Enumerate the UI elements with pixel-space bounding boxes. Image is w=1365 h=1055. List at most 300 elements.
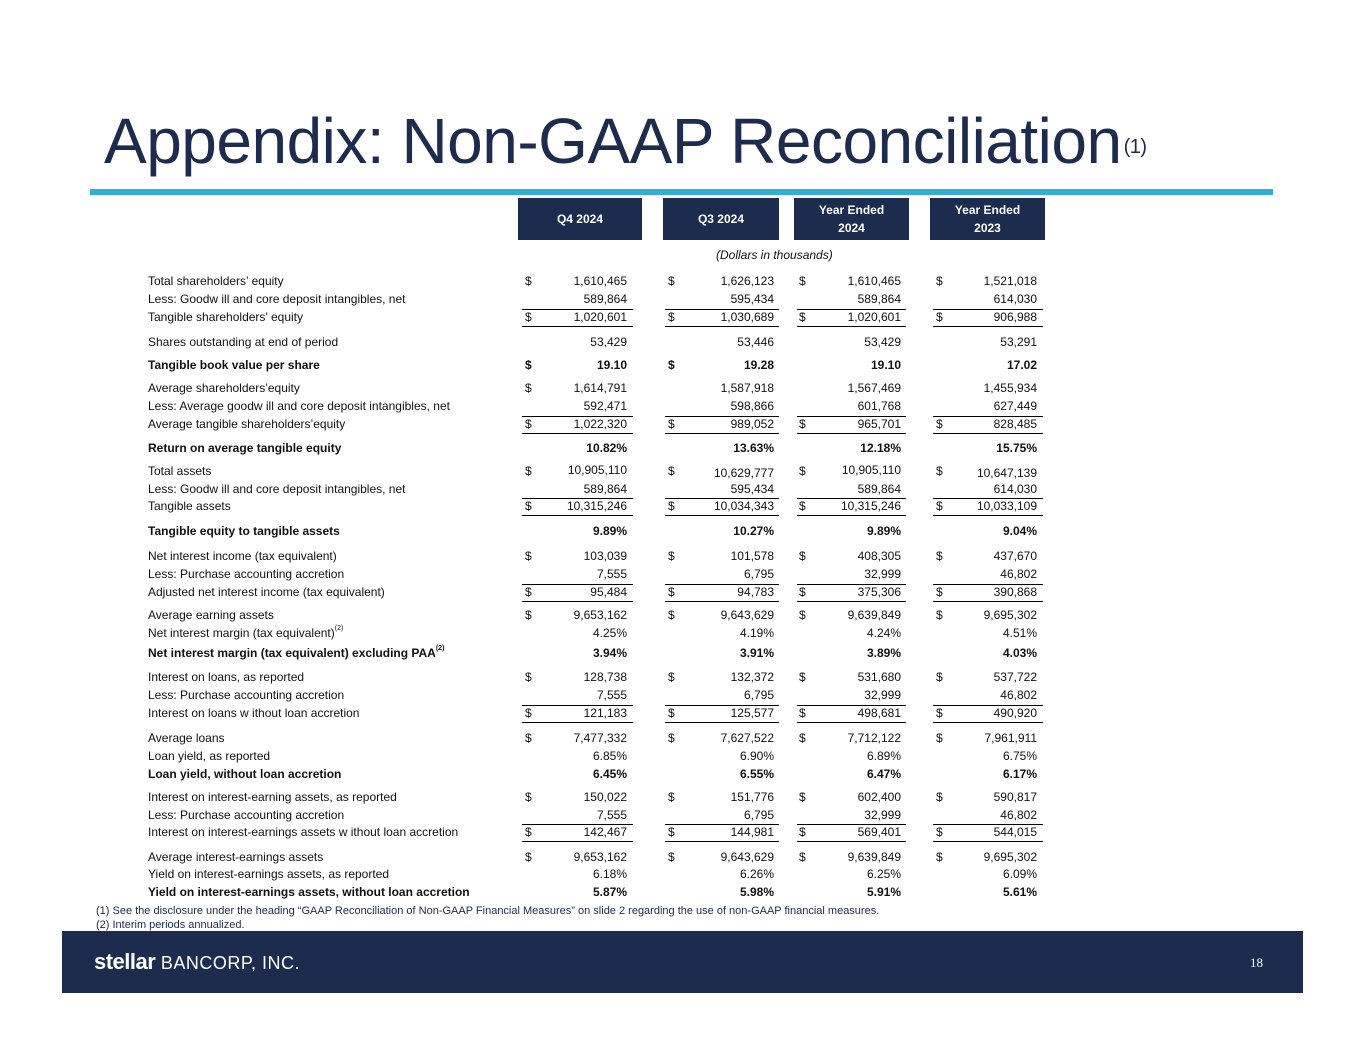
row-label: Less: Average goodw ill and core deposit intangibles, net <box>148 399 450 413</box>
cell-value: 6,795 <box>743 688 774 702</box>
row-label: Interest on loans, as reported <box>148 670 305 684</box>
total-rule <box>522 326 633 327</box>
column-header-year-2024: Year Ended 2024 <box>794 198 909 240</box>
total-rule <box>797 433 906 434</box>
dollar-sign: $ <box>799 608 806 622</box>
subtotal-rule <box>933 824 1043 825</box>
cell-value: 6.25% <box>866 867 901 881</box>
row-label: Loan yield, without loan accretion <box>148 767 342 781</box>
dollar-sign: $ <box>668 731 675 745</box>
subtotal-rule <box>797 584 906 585</box>
row-label: Adjusted net interest income (tax equivalent) <box>148 585 385 599</box>
cell-value: 132,372 <box>730 670 774 684</box>
footnote-2: (2) Interim periods annualized. <box>96 919 245 931</box>
cell-value: 602,400 <box>857 790 901 804</box>
dollar-sign: $ <box>936 706 943 720</box>
cell-value: 614,030 <box>993 292 1037 306</box>
total-rule <box>797 326 906 327</box>
cell-value: 4.19% <box>739 626 774 640</box>
cell-value: 10,905,110 <box>841 463 901 477</box>
cell-value: 3.94% <box>592 646 627 660</box>
dollar-sign: $ <box>936 850 943 864</box>
cell-value: 10,905,110 <box>567 463 627 477</box>
dollar-sign: $ <box>525 274 532 288</box>
cell-value: 6.09% <box>1002 867 1037 881</box>
cell-value: 9.89% <box>866 524 901 538</box>
cell-value: 19.10 <box>596 358 627 372</box>
dollar-sign: $ <box>525 706 532 720</box>
cell-value: 4.25% <box>592 626 627 640</box>
cell-value: 32,999 <box>864 688 901 702</box>
subtotal-rule <box>522 498 633 499</box>
cell-value: 10,647,139 <box>976 466 1037 480</box>
dollar-sign: $ <box>668 825 675 839</box>
dollar-sign: $ <box>525 731 532 745</box>
cell-value: 828,485 <box>993 417 1037 431</box>
dollar-sign: $ <box>799 464 806 478</box>
row-label: Average interest-earnings assets <box>148 850 324 864</box>
cell-value: 498,681 <box>857 706 901 720</box>
row-label: Average tangible shareholders’equity <box>148 417 346 431</box>
cell-value: 6.55% <box>739 767 774 781</box>
subtotal-rule <box>665 498 779 499</box>
cell-value: 598,866 <box>730 399 774 413</box>
table-row <box>0 381 1365 399</box>
cell-value: 9.89% <box>592 524 627 538</box>
subtotal-rule <box>665 824 779 825</box>
total-rule <box>665 515 779 516</box>
dollar-sign: $ <box>936 464 943 478</box>
cell-value: 5.61% <box>1002 885 1037 899</box>
footnotes <box>96 904 879 932</box>
column-header-q4-2024: Q4 2024 <box>518 198 642 240</box>
dollar-sign: $ <box>525 825 532 839</box>
cell-value: 17.02 <box>1006 358 1037 372</box>
subtotal-rule <box>933 309 1043 310</box>
subtotal-rule <box>933 416 1043 417</box>
cell-value: 1,020,601 <box>573 310 627 324</box>
dollar-sign: $ <box>525 585 532 599</box>
total-rule <box>933 515 1043 516</box>
dollar-sign: $ <box>799 731 806 745</box>
cell-value: 12.18% <box>860 441 901 455</box>
cell-value: 6.17% <box>1002 767 1037 781</box>
row-label: Average shareholders’equity <box>148 381 300 395</box>
cell-value: 7,555 <box>596 808 627 822</box>
cell-value: 144,981 <box>730 825 774 839</box>
cell-value: 590,817 <box>993 790 1037 804</box>
cell-value: 19.28 <box>743 358 774 372</box>
cell-value: 10,315,246 <box>566 499 627 513</box>
cell-value: 6,795 <box>743 567 774 581</box>
subtotal-rule <box>665 309 779 310</box>
row-label: Average loans <box>148 731 225 745</box>
cell-value: 375,306 <box>857 585 901 599</box>
cell-value: 965,701 <box>857 417 901 431</box>
table-row <box>0 790 1365 808</box>
dollar-sign: $ <box>799 499 806 513</box>
dollar-sign: $ <box>668 790 675 804</box>
row-label: Yield on interest-earnings assets, as reported <box>148 867 390 881</box>
total-rule <box>522 601 633 602</box>
cell-value: 4.03% <box>1002 646 1037 660</box>
table-row <box>0 646 1365 664</box>
table-row <box>0 335 1365 353</box>
row-label: Interest on interest-earning assets, as reported <box>148 790 397 804</box>
dollar-sign: $ <box>799 825 806 839</box>
table-row <box>0 626 1365 644</box>
total-rule <box>797 722 906 723</box>
cell-value: 10,034,343 <box>713 499 774 513</box>
cell-value: 601,768 <box>857 399 901 413</box>
row-label: Less: Purchase accounting accretion <box>148 688 345 702</box>
row-label: Less: Purchase accounting accretion <box>148 808 345 822</box>
total-rule <box>522 515 633 516</box>
cell-value: 437,670 <box>993 549 1037 563</box>
cell-value: 544,015 <box>993 825 1037 839</box>
table-row <box>0 670 1365 688</box>
cell-value: 46,802 <box>1000 567 1037 581</box>
cell-value: 1,626,123 <box>720 274 774 288</box>
cell-value: 9,653,162 <box>573 608 627 622</box>
cell-value: 1,610,465 <box>573 274 627 288</box>
table-row <box>0 608 1365 626</box>
row-footnote-marker: (2) <box>334 625 344 632</box>
dollar-sign: $ <box>525 499 532 513</box>
total-rule <box>665 601 779 602</box>
subtotal-rule <box>665 705 779 706</box>
cell-value: 101,578 <box>730 549 774 563</box>
dollar-sign: $ <box>799 274 806 288</box>
title-accent-rule <box>90 189 1273 195</box>
cell-value: 5.98% <box>739 885 774 899</box>
total-rule <box>933 433 1043 434</box>
cell-value: 32,999 <box>864 567 901 581</box>
dollar-sign: $ <box>525 670 532 684</box>
dollar-sign: $ <box>799 706 806 720</box>
subtotal-rule <box>522 416 633 417</box>
row-label: Yield on interest-earnings assets, without loan accretion <box>148 885 470 899</box>
dollar-sign: $ <box>799 585 806 599</box>
cell-value: 46,802 <box>1000 808 1037 822</box>
company-logo: stellar BANCORP, INC. <box>94 949 301 974</box>
table-row <box>0 688 1365 706</box>
table-row <box>0 885 1365 903</box>
dollar-sign: $ <box>936 549 943 563</box>
cell-value: 1,610,465 <box>847 274 901 288</box>
dollar-sign: $ <box>668 274 675 288</box>
dollar-sign: $ <box>936 790 943 804</box>
row-label: Tangible book value per share <box>148 358 320 372</box>
row-label: Return on average tangible equity <box>148 441 342 455</box>
cell-value: 595,434 <box>730 292 774 306</box>
cell-value: 989,052 <box>730 417 774 431</box>
cell-value: 6.26% <box>739 867 774 881</box>
total-rule <box>933 601 1043 602</box>
subtotal-rule <box>665 416 779 417</box>
cell-value: 1,567,469 <box>847 381 901 395</box>
cell-value: 7,961,911 <box>984 731 1037 745</box>
cell-value: 3.89% <box>866 646 901 660</box>
row-label: Tangible assets <box>148 499 231 513</box>
dollar-sign: $ <box>936 417 943 431</box>
total-rule <box>797 841 906 842</box>
table-row <box>0 292 1365 310</box>
cell-value: 9,643,629 <box>720 850 774 864</box>
cell-value: 589,864 <box>583 482 627 496</box>
cell-value: 6.18% <box>592 867 627 881</box>
dollar-sign: $ <box>936 608 943 622</box>
dollar-sign: $ <box>668 358 675 372</box>
total-rule <box>933 326 1043 327</box>
cell-value: 9,639,849 <box>847 850 901 864</box>
total-rule <box>797 515 906 516</box>
cell-value: 1,455,934 <box>983 381 1037 395</box>
table-row <box>0 274 1365 292</box>
total-rule <box>665 841 779 842</box>
subtotal-rule <box>797 705 906 706</box>
cell-value: 589,864 <box>857 292 901 306</box>
total-rule <box>522 841 633 842</box>
cell-value: 1,587,918 <box>720 381 774 395</box>
cell-value: 150,022 <box>583 790 627 804</box>
cell-value: 6,795 <box>743 808 774 822</box>
table-row <box>0 464 1365 482</box>
cell-value: 151,776 <box>730 790 774 804</box>
cell-value: 6.75% <box>1002 749 1037 763</box>
total-rule <box>665 326 779 327</box>
dollar-sign: $ <box>799 310 806 324</box>
table-row <box>0 850 1365 868</box>
cell-value: 7,477,332 <box>573 731 627 745</box>
row-label: Interest on loans w ithout loan accretion <box>148 706 360 720</box>
dollar-sign: $ <box>936 274 943 288</box>
row-label: Interest on interest-earnings assets w ithout loan accretion <box>148 825 459 839</box>
dollar-sign: $ <box>936 585 943 599</box>
row-label: Net interest income (tax equivalent) <box>148 549 337 563</box>
table-row <box>0 867 1365 885</box>
cell-value: 1,030,689 <box>720 310 774 324</box>
dollar-sign: $ <box>799 670 806 684</box>
row-footnote-marker: (2) <box>435 645 445 652</box>
total-rule <box>665 433 779 434</box>
units-note: (Dollars in thousands) <box>716 248 833 262</box>
dollar-sign: $ <box>525 549 532 563</box>
row-label: Tangible shareholders’ equity <box>148 310 303 324</box>
subtotal-rule <box>933 584 1043 585</box>
dollar-sign: $ <box>668 608 675 622</box>
dollar-sign: $ <box>799 790 806 804</box>
cell-value: 95,484 <box>590 585 627 599</box>
cell-value: 53,429 <box>864 335 901 349</box>
dollar-sign: $ <box>525 608 532 622</box>
dollar-sign: $ <box>799 417 806 431</box>
row-label: Average earning assets <box>148 608 274 622</box>
cell-value: 53,429 <box>590 335 627 349</box>
cell-value: 6.47% <box>866 767 901 781</box>
table-row <box>0 441 1365 459</box>
dollar-sign: $ <box>525 464 532 478</box>
cell-value: 1,521,018 <box>983 274 1037 288</box>
cell-value: 537,722 <box>993 670 1037 684</box>
cell-value: 408,305 <box>857 549 901 563</box>
table-row <box>0 749 1365 767</box>
row-label: Loan yield, as reported <box>148 749 271 763</box>
cell-value: 9,695,302 <box>983 850 1037 864</box>
row-label: Net interest margin (tax equivalent)$^{(2)}$ <box>148 625 344 640</box>
total-rule <box>522 433 633 434</box>
cell-value: 10,315,246 <box>840 499 901 513</box>
dollar-sign: $ <box>799 549 806 563</box>
table-row <box>0 567 1365 585</box>
cell-value: 569,401 <box>857 825 901 839</box>
column-header-year-2023: Year Ended 2023 <box>930 198 1045 240</box>
cell-value: 490,920 <box>993 706 1037 720</box>
cell-value: 6.89% <box>866 749 901 763</box>
row-label: Less: Purchase accounting accretion <box>148 567 345 581</box>
cell-value: 592,471 <box>583 399 627 413</box>
dollar-sign: $ <box>799 850 806 864</box>
row-label: Tangible equity to tangible assets <box>148 524 340 538</box>
cell-value: 5.91% <box>866 885 901 899</box>
cell-value: 7,712,122 <box>847 731 901 745</box>
subtotal-rule <box>797 309 906 310</box>
dollar-sign: $ <box>668 670 675 684</box>
dollar-sign: $ <box>668 850 675 864</box>
dollar-sign: $ <box>525 850 532 864</box>
cell-value: 3.91% <box>739 646 774 660</box>
cell-value: 6.90% <box>739 749 774 763</box>
dollar-sign: $ <box>668 585 675 599</box>
dollar-sign: $ <box>668 549 675 563</box>
row-label: Total assets <box>148 464 212 478</box>
row-label: Less: Goodw ill and core deposit intangibles, net <box>148 482 406 496</box>
dollar-sign: $ <box>525 358 532 372</box>
cell-value: 1,614,791 <box>573 381 627 395</box>
cell-value: 13.63% <box>733 441 774 455</box>
cell-value: 9.04% <box>1002 524 1037 538</box>
cell-value: 6.45% <box>592 767 627 781</box>
subtotal-rule <box>665 584 779 585</box>
cell-value: 15.75% <box>996 441 1037 455</box>
total-rule <box>665 722 779 723</box>
dollar-sign: $ <box>525 790 532 804</box>
cell-value: 4.24% <box>866 626 901 640</box>
dollar-sign: $ <box>668 417 675 431</box>
total-rule <box>933 841 1043 842</box>
row-label: Less: Goodw ill and core deposit intangibles, net <box>148 292 406 306</box>
cell-value: 589,864 <box>857 482 901 496</box>
dollar-sign: $ <box>936 731 943 745</box>
subtotal-rule <box>933 498 1043 499</box>
subtotal-rule <box>522 309 633 310</box>
footnote-1: (1) See the disclosure under the heading “GAAP Reconciliation of Non-GAAP Financial Measures” on slide 2 regarding the use of non-GAAP financial measures. <box>96 905 880 917</box>
cell-value: 103,039 <box>583 549 627 563</box>
row-label: Net interest margin (tax equivalent) excluding PAA$^{(2)}$ <box>148 645 445 660</box>
total-rule <box>797 601 906 602</box>
subtotal-rule <box>797 416 906 417</box>
cell-value: 906,988 <box>993 310 1037 324</box>
cell-value: 7,555 <box>596 567 627 581</box>
cell-value: 9,643,629 <box>720 608 774 622</box>
cell-value: 5.87% <box>592 885 627 899</box>
cell-value: 9,639,849 <box>847 608 901 622</box>
page-title: Appendix: Non-GAAP Reconciliation $^{(1)}$ <box>104 105 1147 177</box>
cell-value: 10,033,109 <box>976 499 1037 513</box>
cell-value: 128,738 <box>583 670 627 684</box>
subtotal-rule <box>522 584 633 585</box>
dollar-sign: $ <box>668 499 675 513</box>
total-rule <box>933 722 1043 723</box>
cell-value: 1,022,320 <box>573 417 627 431</box>
cell-value: 125,577 <box>730 706 774 720</box>
cell-value: 19.10 <box>870 358 901 372</box>
table-row <box>0 358 1365 376</box>
footer-bar <box>62 931 1303 993</box>
dollar-sign: $ <box>668 706 675 720</box>
cell-value: 121,183 <box>583 706 627 720</box>
cell-value: 46,802 <box>1000 688 1037 702</box>
cell-value: 1,020,601 <box>847 310 901 324</box>
row-label: Shares outstanding at end of period <box>148 335 339 349</box>
cell-value: 53,291 <box>1000 335 1037 349</box>
title-footnote-marker: (1) <box>1123 136 1147 158</box>
cell-value: 7,555 <box>596 688 627 702</box>
cell-value: 390,868 <box>993 585 1037 599</box>
cell-value: 627,449 <box>993 399 1037 413</box>
subtotal-rule <box>797 824 906 825</box>
dollar-sign: $ <box>525 310 532 324</box>
table-row <box>0 549 1365 567</box>
cell-value: 10,629,777 <box>713 466 774 480</box>
dollar-sign: $ <box>936 825 943 839</box>
total-rule <box>522 722 633 723</box>
dollar-sign: $ <box>936 499 943 513</box>
dollar-sign: $ <box>936 670 943 684</box>
subtotal-rule <box>797 498 906 499</box>
subtotal-rule <box>933 705 1043 706</box>
cell-value: 10.82% <box>586 441 627 455</box>
cell-value: 94,783 <box>737 585 774 599</box>
cell-value: 142,467 <box>583 825 627 839</box>
cell-value: 595,434 <box>730 482 774 496</box>
dollar-sign: $ <box>525 417 532 431</box>
cell-value: 9,695,302 <box>983 608 1037 622</box>
subtotal-rule <box>522 824 633 825</box>
subtotal-rule <box>522 705 633 706</box>
row-label: Total shareholders’ equity <box>148 274 284 288</box>
dollar-sign: $ <box>668 464 675 478</box>
dollar-sign: $ <box>668 310 675 324</box>
cell-value: 7,627,522 <box>720 731 774 745</box>
dollar-sign: $ <box>525 381 532 395</box>
cell-value: 9,653,162 <box>573 850 627 864</box>
table-row <box>0 767 1365 785</box>
dollar-sign: $ <box>936 310 943 324</box>
cell-value: 4.51% <box>1002 626 1037 640</box>
cell-value: 589,864 <box>583 292 627 306</box>
cell-value: 6.85% <box>592 749 627 763</box>
table-row <box>0 399 1365 417</box>
table-row <box>0 731 1365 749</box>
cell-value: 614,030 <box>993 482 1037 496</box>
cell-value: 531,680 <box>857 670 901 684</box>
cell-value: 32,999 <box>864 808 901 822</box>
table-row <box>0 524 1365 542</box>
page-number: 18 <box>1250 955 1263 970</box>
cell-value: 53,446 <box>737 335 774 349</box>
column-header-q3-2024: Q3 2024 <box>663 198 779 240</box>
